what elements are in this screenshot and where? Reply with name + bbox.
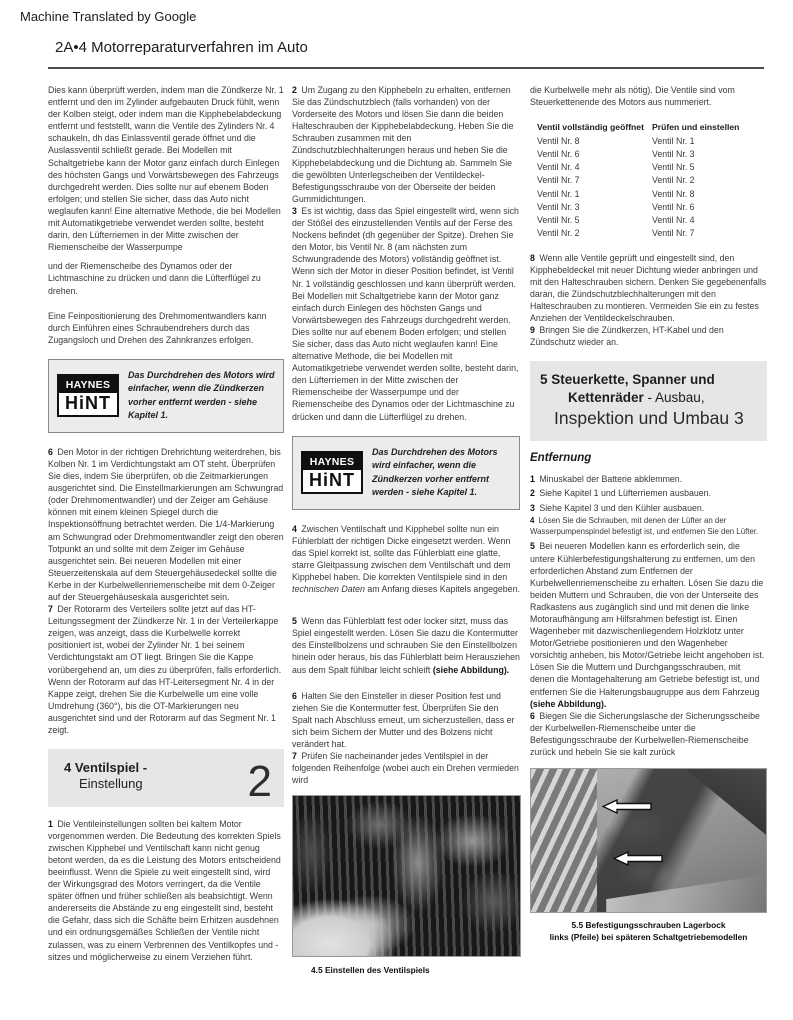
figure [292, 795, 520, 976]
hint-logo-text: HiNT [309, 470, 355, 491]
section-subtitle: Inspektion und Umbau 3 [554, 407, 744, 428]
table-cell: Ventil Nr. 3 [652, 148, 695, 159]
valve-adjustment-photo [292, 795, 521, 957]
step-number: 7 [292, 751, 297, 762]
table-cell: Ventil Nr. 1 [537, 188, 580, 199]
table-row [537, 161, 739, 174]
hint-text: Das Durchdrehen des Motors wird einfacher, wenn die Zündkerzen vorher entfernt werden - siehe Kapitel 1. [128, 369, 275, 421]
table-cell: Ventil Nr. 5 [652, 162, 695, 173]
table-body [537, 134, 739, 240]
mounting-bracket-photo [530, 768, 767, 913]
engine-fins-texture [531, 769, 597, 912]
section-heading-valve-clearance [48, 749, 284, 807]
paragraph: Dies kann überprüft werden, indem man die Zündkerze Nr. 1 entfernt und den im Zylinder aufgebauten Druck fühlt, wenn der Kolben steigt, oder indem man die Kipphebelabdeckung entfernt und feststellt, wann die Ventile des Zylinders Nr. 4 schaukeln, dh das Einlassventil gerade öffnet und die Auslassventil schließt gerade. Bei Modellen mit Schaltgetriebe kann der Motor ganz einfach durch Einlegen des höchsten Gangs und Vorwärtsbewegen des Fahrzeugs durchgedreht werden. Dies sollte nur auf ebenem Boden erfolgen; und stellen Sie sicher, dass das Auto nicht weglaufen kann! Eine alternative Methode, die bei Modellen mit Automatikgetriebe verwendet werden sollte, besteht darin, den Lüfterriemen in der Mitte zwischen der Riemenscheibe der Wasserpumpe [48, 85, 284, 253]
table-cell: Ventil Nr. 4 [652, 214, 695, 225]
step-number: 6 [530, 710, 535, 721]
table-row [537, 174, 739, 187]
paragraph: 2 Um Zugang zu den Kipphebeln zu erhalten, entfernen Sie das Zündschutzblech (falls vorhanden) von der Vorderseite des Motors und lösen Sie dann die beiden Halteschrauben der Kipphebelabdeckung. Heben Sie die Schrauben zusammen mit den Zündschutzblechhalterungen heraus und heben Sie die Kipphebelabdeckung und die Dichtung ab. Sammeln Sie die gewölbten Unterlegscheiben der Ventildeckel-Befestigungsschraube von der Oberseite der beiden Gummidichtungen. [292, 85, 514, 204]
paragraph: 4 Lösen Sie die Schrauben, mit denen der Lüfter an der Wasserpumpenspindel befestigt ist, und entfernen Sie den Lüfter. [530, 516, 759, 537]
paragraph: 3 Siehe Kapitel 3 und den Kühler ausbauen. [530, 502, 705, 513]
header-divider [48, 67, 764, 69]
haynes-hint-logo [301, 451, 363, 494]
step-number: 5 [530, 541, 535, 552]
table-row [537, 147, 739, 160]
table-row [537, 213, 739, 226]
section-title: 4 Ventilspiel - [64, 760, 148, 776]
table-row [537, 227, 739, 240]
table-row [537, 134, 739, 147]
paragraph: und der Riemenscheibe des Dynamos oder der Lichtmaschine zu drücken und dann die Lüfterflügel zu drehen. [48, 261, 261, 296]
paragraph: 2 Siehe Kapitel 1 und Lüfterriemen ausbauen. [530, 488, 712, 499]
table-cell: Ventil Nr. 6 [537, 148, 580, 159]
paragraph: 6 Den Motor in der richtigen Drehrichtung weiterdrehen, bis Kolben Nr. 1 im Verdichtungstakt am OT steht. Überprüfen Sie dies, indem Sie überprüfen, ob die Zeitmarkierungen ausgerichtet sind. Die Einstellmarkierungen am Schwungrad (oder Drehmomentwandler) und der Zeiger am Gehäuse können mit einem kleinen Spiegel durch die Inspektionsöffnung betrachtet werden. Die 1/4-Markierung am Schwungrad oder Drehmomentwandler zeigt den oberen Totpunkt an und sollte mit dem Zeiger im Gehäuse ausgerichtet sein. Bei neueren Modellen mit einer Steuerzeitenskala auf dem Steuergehäusedeckel sollte die Kerbe in der Kurbelwellenriemenscheibe mit dem 0-Zeiger auf der Steuergehäuseskala ausgerichtet sein. [48, 446, 284, 602]
table-cell: Ventil Nr. 4 [537, 162, 580, 173]
step-number: 6 [48, 446, 53, 457]
table-header: Ventil vollständig geöffnet [537, 122, 644, 133]
section-title-continued: Kettenräder - Ausbau, [568, 389, 705, 405]
table-cell: Ventil Nr. 8 [537, 135, 580, 146]
table-head [537, 122, 739, 134]
paragraph: 4 Zwischen Ventilschaft und Kipphebel sollte nun ein Fühlerblatt der richtigen Dicke eingesetzt werden. Wenn das Spiel korrekt ist, sollte das Fühlerblatt eine glatte, starre Gleitpassung zwischen dem Ventilschaft und dem Kipphebel haben. Die korrekten Ventilspiele sind in den technischen Daten am Anfang dieses Kapitels angegeben. [292, 523, 520, 595]
table-row [537, 200, 739, 213]
paragraph: 7 Prüfen Sie nacheinander jedes Ventilspiel in der folgenden Reihenfolge (wobei auch ein Drehen vermieden wird [292, 751, 519, 786]
table-header: Prüfen und einstellen [652, 122, 740, 133]
step-number: 5 [292, 616, 297, 627]
haynes-hint-box [292, 436, 520, 510]
table-cell: Ventil Nr. 8 [652, 188, 695, 199]
three-column-layout [0, 84, 793, 976]
step-number: 4 [530, 516, 535, 526]
step-number: 9 [530, 325, 535, 336]
paragraph: 9 Bringen Sie die Zündkerzen, HT-Kabel und den Zündschutz wieder an. [530, 325, 724, 348]
paragraph: 7 Der Rotorarm des Verteilers sollte jetzt auf das HT-Leitungssegment der Zündkerze Nr. 1 in der Verteilerkappe zeigen, was anzeigt, dass die Kurbelwelle korrekt positioniert ist, wobei der Zylinder Nr. 1 bei seinem Verdichtungstakt am OT liegt. Bringen Sie die Kappe vorübergehend an, um dies zu überprüfen, falls erforderlich. Wenn der Rotorarm auf das HT-Leitersegment Nr. 4 in der Kappe zeigt, drehen Sie die Kurbelwelle um eine volle Umdrehung (360°), bis die OT-Markierungen neu ausgerichtet sind und der Rotorarm auf das Segment Nr. 1 zeigt. [48, 604, 282, 736]
step-number: 8 [530, 252, 535, 263]
column-left [48, 84, 284, 972]
translator-note: Machine Translated by Google [20, 9, 197, 24]
paragraph: 5 Wenn das Fühlerblatt fest oder locker sitzt, muss das Spiel eingestellt werden. Lösen Sie dazu die Kontermutter des Einstellbolzens und schrauben Sie den Einstellbolzen hinein oder heraus, bis das Fühlerblatt beim Herausziehen aus dem Spalt fühlbar leicht schleift (siehe Abbildung). [292, 616, 520, 675]
paragraph: 5 Bei neueren Modellen kann es erforderlich sein, die untere Kühlerbefestigungshalterung zu entfernen, um den erforderlichen Abstand zum Entfernen der Kurbelwellenriemenscheibe zu erhalten. Lösen Sie dazu die beiden Muttern und Schrauben, die von der Unterseite des Radkastens aus zugänglich sind und mit denen die linke Motoraufhängung am Hilfsrahmen befestigt ist. Einen Wagenheber mit dazwischenliegendem Holzklotz unter Motor/Getriebe positionieren und den Wagenheber vorsichtig anheben, bis Motor/Getriebe leicht angehoben ist. Lösen Sie die Muttern und Durchgangsschrauben, mit denen die Montagehalterung am Getriebe befestigt ist, und entfernen Sie die Halterungsbaugruppe aus dem Fahrzeug (siehe Abbildung). [530, 541, 765, 709]
table-cell: Ventil Nr. 3 [537, 201, 580, 212]
table-cell: Ventil Nr. 6 [652, 201, 695, 212]
paragraph: Eine Feinpositionierung des Drehmomentwandlers kann durch Einführen eines Schraubendrehers durch das Zugangsloch und Drehen des Zahnkranzes erfolgen. [48, 310, 267, 345]
table-cell: Ventil Nr. 2 [537, 228, 580, 239]
step-number: 7 [48, 604, 53, 615]
difficulty-number: 2 [247, 756, 272, 806]
paragraph: die Kurbelwelle mehr als nötig). Die Ventile sind vom Steuerkettenende des Motors aus nummeriert. [530, 85, 735, 108]
column-right [530, 84, 767, 943]
paragraph: 8 Wenn alle Ventile geprüft und eingestellt sind, den Kipphebeldeckel mit neuer Dichtung wieder anbringen und mit den Halteschrauben sichern. Denken Sie gegebenenfalls daran, die Zündschutzblechhalterungen mit den Halteschrauben zu montieren. Vermeiden Sie ein zu festes Anziehen der Ventildeckelschrauben. [530, 252, 767, 324]
table-cell: Ventil Nr. 1 [652, 135, 695, 146]
step-number: 6 [292, 690, 297, 701]
haynes-hint-box [48, 359, 284, 433]
valve-sequence-table [537, 122, 739, 240]
hint-text: Das Durchdrehen des Motors wird einfacher, wenn die Zündkerzen vorher entfernt werden - siehe Kapitel 1. [372, 446, 498, 498]
step-number: 2 [530, 488, 535, 499]
figure [530, 768, 767, 943]
step-number: 4 [292, 523, 297, 534]
section-subtitle: Einstellung [79, 776, 143, 792]
table-cell: Ventil Nr. 5 [537, 214, 580, 225]
figure-caption: 4.5 Einstellen des Ventilspiels [311, 965, 430, 976]
haynes-hint-logo [57, 374, 119, 417]
step-number: 3 [292, 205, 297, 216]
shadow-area [644, 769, 766, 835]
section-heading-timing-chain [530, 361, 767, 440]
step-number: 2 [292, 85, 297, 95]
step-number: 1 [530, 473, 535, 484]
arrow-icon [613, 851, 663, 866]
subsection-heading: Entfernung [530, 451, 592, 464]
table-cell: Ventil Nr. 7 [652, 228, 695, 239]
paragraph: 6 Biegen Sie die Sicherungslasche der Sicherungsscheibe der Kurbelwellen-Riemenscheibe unter die Befestigungsschraube der Kurbelwellen-Riemenscheibe zurück und hebeln Sie sie kalt zurück [530, 710, 760, 757]
column-middle [292, 84, 520, 976]
paragraph: 3 Es ist wichtig, dass das Spiel eingestellt wird, wenn sich der Stößel des einzustellenden Ventils auf der Ferse des Nockens befindet (dh gegenüber der Spitze). Drehen Sie den Motor, bis Ventil Nr. 8 (am nächsten zum Schwungradende des Motors) vollständig geöffnet ist. Wenn sich der Motor in dieser Position befindet, ist Ventil Nr. 1 vollständig geschlossen und kann überprüft werden. Bei Modellen mit Schaltgetriebe kann der Motor ganz einfach durch Einlegen des höchsten Gangs und Vorwärtsbewegen des Fahrzeugs durchgedreht werden. Dies sollte nur auf ebenem Boden erfolgen; und stellen Sie sicher, dass das Auto nicht weglaufen kann! Eine alternative Methode, die bei Modellen mit Automatikgetriebe verwendet werden sollte, besteht darin, den Lüfterriemen in der Mitte zwischen der Riemenscheibe der Wasserpumpe und der Riemenscheibe des Dynamos oder der Lichtmaschine zu drücken und dann die Lüfterflügel zu drehen. [292, 205, 519, 422]
step-number: 1 [48, 818, 53, 829]
step-number: 3 [530, 502, 535, 513]
table-header-row [537, 122, 739, 134]
page-title: 2A•4 Motorreparaturverfahren im Auto [55, 39, 308, 56]
arrow-icon [602, 799, 652, 814]
bracket-rail [606, 875, 766, 912]
table-cell: Ventil Nr. 2 [652, 175, 695, 186]
section-title: 5 Steuerkette, Spanner und [540, 372, 715, 388]
table-row [537, 187, 739, 200]
table-cell: Ventil Nr. 7 [537, 175, 580, 186]
haynes-logo-text: HAYNES [59, 376, 117, 393]
paragraph: 1 Minuskabel der Batterie abklemmen. [530, 473, 683, 484]
hint-logo-text: HiNT [65, 393, 111, 414]
paragraph: 6 Halten Sie den Einsteller in dieser Position fest und ziehen Sie die Kontermutter fest. Überprüfen Sie den Spalt nach Abschluss erneut, um sicherzustellen, dass er sich beim Sichern der Mutter und des Bolzens nicht verändert hat. [292, 690, 515, 750]
haynes-logo-text: HAYNES [303, 453, 361, 470]
figure-caption: 5.5 Befestigungsschrauben Lagerbock links (Pfeile) bei späteren Schaltgetriebemodellen [549, 920, 748, 943]
paragraph: 1 Die Ventileinstellungen sollten bei kaltem Motor vorgenommen werden. Die Bedeutung des korrekten Spiels zwischen Kipphebel und Ventilschaft kann nicht genug betont werden, da es die Leistung des Motors entscheidend beeinflusst. Wenn die Spiele zu weit eingestellt sind, wird der Wirkungsgrad des Motors verringert, da die Ventile später öffnen und früher schließen als beabsichtigt. Wenn andererseits die Abstände zu eng eingestellt sind, besteht die Gefahr, dass sich die Schäfte beim Erhitzen ausdehnen und ein ordnungsgemäßes Schließen der Ventile nicht zulassen, was zu einem Verbrennen des Ventilkopfes und -sitzes und möglicherweise zu einem Verziehen führt. [48, 818, 281, 962]
